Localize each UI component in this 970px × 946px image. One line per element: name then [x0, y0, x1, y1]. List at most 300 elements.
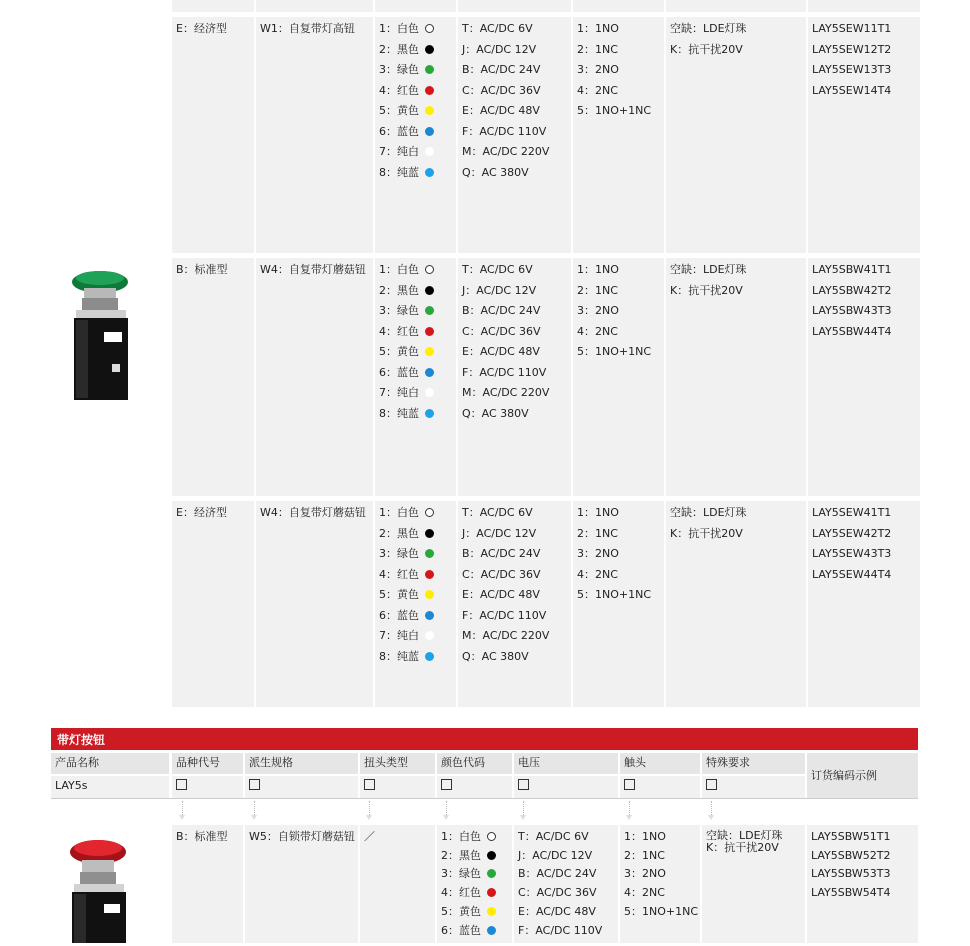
contact-cell	[620, 825, 700, 943]
special-item	[670, 506, 747, 520]
color-swatch-icon	[425, 24, 434, 33]
special-item	[670, 22, 747, 36]
voltage-item-text: M：AC/DC 220V	[462, 145, 550, 158]
color-item-text: 5：黄色	[441, 904, 481, 918]
color-item	[379, 325, 434, 339]
series-label	[176, 263, 228, 277]
arrow-head-icon	[520, 815, 526, 820]
color-cell	[437, 825, 512, 943]
red-mushroom-button-image	[62, 838, 142, 943]
header-head-type: 扭头类型	[360, 753, 435, 774]
color-item	[379, 650, 434, 664]
contact-item-text: 1：1NO	[577, 506, 619, 519]
header-product-name: 产品名称	[51, 753, 169, 774]
header-series-code: 品种代号	[172, 753, 243, 774]
color-item	[379, 407, 434, 421]
special-item-text: K：抗干扰20V	[670, 283, 743, 297]
color-item-text: 4：红色	[379, 567, 419, 581]
arrow-head-icon	[443, 815, 449, 820]
order-code-item-text: LAY5SBW52T2	[811, 848, 891, 862]
order-code-item-text: LAY5SBW54T4	[811, 886, 891, 900]
contact-item-text: 4：2NC	[577, 324, 618, 338]
dotted-arrow	[446, 801, 447, 815]
voltage-item-text: F：AC/DC 110V	[462, 365, 547, 379]
model-label-text: W4：自复带灯蘑菇钮	[260, 506, 366, 519]
color-item	[379, 166, 434, 180]
order-code-item-text: LAY5SBW41T1	[812, 263, 892, 276]
contact-item	[577, 568, 618, 582]
contact-item	[624, 886, 665, 900]
color-item	[379, 345, 434, 359]
voltage-item-text: C：AC/DC 36V	[462, 567, 541, 581]
voltage-item	[462, 22, 533, 36]
voltage-item	[518, 830, 589, 844]
contact-item	[624, 849, 665, 863]
contact-item-text: 4：2NC	[577, 83, 618, 97]
voltage-item-text: F：AC/DC 110V	[518, 923, 603, 937]
color-item-text: 2：黑色	[379, 526, 419, 540]
color-item-text: 7：纯白	[379, 386, 419, 399]
color-item	[379, 386, 434, 400]
voltage-item-text: B：AC/DC 24V	[462, 304, 541, 317]
color-swatch-icon	[425, 168, 434, 177]
order-code-item	[812, 284, 892, 298]
order-code-item	[812, 325, 892, 339]
color-item-text: 4：红色	[379, 83, 419, 97]
color-swatch-icon	[425, 570, 434, 579]
color-item	[379, 609, 434, 623]
contact-item	[624, 905, 698, 919]
voltage-item-text: T：AC/DC 6V	[518, 830, 589, 843]
order-code-item-text: LAY5SEW42T2	[812, 526, 892, 540]
special-item	[706, 842, 779, 854]
color-swatch-icon	[487, 832, 496, 841]
voltage-item	[462, 84, 541, 98]
voltage-item	[462, 345, 540, 359]
color-item	[379, 506, 434, 520]
special-item-text: 空缺：LDE灯珠	[706, 829, 783, 842]
series-label-text: B：标准型	[176, 830, 228, 843]
voltage-item	[462, 407, 529, 421]
contact-item-text: 5：1NO+1NC	[577, 345, 652, 358]
color-item-text: 5：黄色	[379, 588, 419, 601]
color-item-text: 1：白色	[379, 506, 419, 519]
order-code-item	[812, 22, 891, 36]
order-code-item	[812, 43, 891, 57]
color-swatch-icon	[425, 368, 434, 377]
model-label	[260, 263, 366, 277]
color-swatch-icon	[425, 388, 434, 397]
color-item	[379, 145, 434, 159]
top-row-cell	[573, 0, 664, 12]
voltage-item	[518, 849, 592, 863]
color-item	[379, 588, 434, 602]
top-row-cell	[458, 0, 571, 12]
special-checkbox[interactable]	[706, 779, 717, 790]
color-item	[379, 304, 434, 318]
top-row-cell	[808, 0, 920, 12]
special-item-text: 空缺：LDE灯珠	[670, 263, 747, 276]
color-swatch-icon	[425, 409, 434, 418]
color-swatch-icon	[425, 147, 434, 156]
model-cell	[256, 258, 373, 496]
color-item	[441, 905, 496, 919]
top-row-cell	[256, 0, 373, 12]
contact-item	[577, 547, 619, 561]
color-item-text: 8：纯蓝	[379, 165, 419, 179]
spec-checkbox-cell	[245, 776, 358, 798]
color-swatch-icon	[425, 86, 434, 95]
top-row-cell	[666, 0, 806, 12]
voltage-item	[462, 568, 541, 582]
color-swatch-icon	[425, 286, 434, 295]
color-item-text: 5：黄色	[379, 104, 419, 117]
color-swatch-icon	[425, 265, 434, 274]
color-item	[379, 284, 434, 298]
special-item	[670, 43, 743, 57]
contact-item	[577, 84, 618, 98]
head-checkbox[interactable]	[364, 779, 375, 790]
dotted-arrow	[629, 801, 630, 815]
color-item	[379, 43, 434, 57]
color-swatch-icon	[425, 306, 434, 315]
voltage-item-text: M：AC/DC 220V	[462, 386, 550, 399]
order-code-item-text: LAY5SBW53T3	[811, 867, 891, 881]
arrow-head-icon	[179, 815, 185, 820]
model-label	[249, 830, 355, 844]
color-cell	[375, 258, 456, 496]
contact-cell	[573, 501, 664, 707]
header-voltage: 电压	[514, 753, 618, 774]
color-item	[379, 263, 434, 277]
order-code-item-text: LAY5SEW43T3	[812, 547, 892, 560]
contact-checkbox[interactable]	[624, 779, 635, 790]
color-item-text: 3：绿色	[379, 304, 419, 317]
voltage-item-text: Q：AC 380V	[462, 649, 529, 663]
color-swatch-icon	[487, 851, 496, 860]
color-swatch-icon	[425, 590, 434, 599]
color-swatch-icon	[425, 529, 434, 538]
voltage-checkbox-cell	[514, 776, 618, 798]
color-item-text: 6：蓝色	[441, 923, 481, 937]
color-swatch-icon	[425, 611, 434, 620]
order-code-item	[811, 830, 891, 844]
order-code-item	[812, 527, 891, 541]
head-cell	[360, 825, 435, 943]
contact-item-text: 4：2NC	[577, 567, 618, 581]
order-code-item	[812, 568, 891, 582]
voltage-item	[462, 527, 536, 541]
series-label	[176, 22, 227, 36]
model-label	[260, 22, 355, 36]
color-item-text: 2：黑色	[441, 848, 481, 862]
contact-item	[577, 284, 618, 298]
contact-item	[577, 63, 619, 77]
special-cell	[666, 17, 806, 253]
top-row-cell	[375, 0, 456, 12]
voltage-item-text: T：AC/DC 6V	[462, 22, 533, 35]
color-checkbox[interactable]	[441, 779, 452, 790]
color-item-text: 3：绿色	[441, 867, 481, 881]
voltage-item	[518, 886, 597, 900]
series-checkbox[interactable]	[176, 779, 187, 790]
voltage-cell	[458, 501, 571, 707]
voltage-item	[462, 547, 540, 561]
product-name-value: LAY5s	[51, 776, 169, 798]
order-code-item	[811, 867, 891, 881]
order-code-cell	[807, 825, 918, 943]
order-code-item	[812, 304, 892, 318]
contact-item	[577, 325, 618, 339]
voltage-item-text: Q：AC 380V	[462, 406, 529, 420]
special-cell	[666, 501, 806, 707]
contact-item	[577, 104, 651, 118]
voltage-item-text: J：AC/DC 12V	[462, 42, 537, 56]
dotted-arrow	[523, 801, 524, 815]
special-item-text: K：抗干扰20V	[670, 42, 743, 56]
header-contacts: 触头	[620, 753, 700, 774]
color-swatch-icon	[425, 327, 434, 336]
contact-item	[577, 527, 618, 541]
voltage-item	[462, 386, 549, 400]
voltage-item	[462, 145, 549, 159]
series-label-text: E：经济型	[176, 506, 227, 519]
color-cell	[375, 17, 456, 253]
order-code-item	[812, 506, 891, 520]
color-swatch-icon	[425, 549, 434, 558]
order-code-item	[811, 849, 891, 863]
series-checkbox-cell	[172, 776, 243, 798]
voltage-checkbox[interactable]	[518, 779, 529, 790]
dotted-arrow	[182, 801, 183, 815]
order-code-item-text: LAY5SBW43T3	[812, 304, 892, 317]
voltage-item-text: J：AC/DC 12V	[518, 848, 593, 862]
special-item	[670, 284, 743, 298]
series-label-text: B：标准型	[176, 263, 228, 276]
special-item-text: 空缺：LDE灯珠	[670, 22, 747, 35]
color-swatch-icon	[425, 65, 434, 74]
contact-item-text: 1：1NO	[624, 830, 666, 843]
contact-item-text: 4：2NC	[624, 886, 665, 900]
contact-item	[577, 263, 619, 277]
color-swatch-icon	[425, 508, 434, 517]
color-item	[441, 830, 496, 844]
header-derived-spec: 派生规格	[245, 753, 358, 774]
order-code-item-text: LAY5SEW13T3	[812, 63, 892, 76]
header-order-code: 订货编码示例	[807, 753, 918, 798]
contact-item-text: 1：1NO	[577, 263, 619, 276]
color-item	[379, 629, 434, 643]
special-item-text: K：抗干扰20V	[706, 841, 779, 854]
voltage-item-text: C：AC/DC 36V	[518, 886, 597, 900]
contact-cell	[573, 17, 664, 253]
order-code-item-text: LAY5SEW14T4	[812, 83, 892, 97]
voltage-item-text: E：AC/DC 48V	[462, 588, 540, 601]
contact-item-text: 2：1NC	[577, 283, 618, 297]
voltage-item	[462, 166, 529, 180]
order-code-item-text: LAY5SBW44T4	[812, 324, 892, 338]
color-item-text: 3：绿色	[379, 547, 419, 560]
order-code-cell	[808, 17, 920, 253]
voltage-item-text: Q：AC 380V	[462, 165, 529, 179]
color-item	[441, 886, 496, 900]
voltage-cell	[458, 17, 571, 253]
contact-item	[624, 867, 666, 881]
voltage-item	[462, 588, 540, 602]
special-item-text: K：抗干扰20V	[670, 526, 743, 540]
voltage-item-text: T：AC/DC 6V	[462, 263, 533, 276]
voltage-item-text: E：AC/DC 48V	[518, 904, 596, 918]
voltage-item-text: C：AC/DC 36V	[462, 324, 541, 338]
voltage-item-text: J：AC/DC 12V	[462, 526, 537, 540]
top-row-cell	[172, 0, 254, 12]
head-label-text: ／	[364, 830, 375, 843]
dotted-arrow	[711, 801, 712, 815]
contact-item-text: 5：1NO+1NC	[577, 588, 652, 601]
voltage-item-text: F：AC/DC 110V	[462, 124, 547, 138]
dotted-arrow	[254, 801, 255, 815]
voltage-item-text: J：AC/DC 12V	[462, 283, 537, 297]
section-header-bar	[51, 728, 918, 750]
order-code-item-text: LAY5SEW41T1	[812, 506, 892, 519]
special-item	[670, 263, 747, 277]
contact-item-text: 2：1NC	[577, 42, 618, 56]
contact-item	[577, 22, 619, 36]
voltage-item-text: M：AC/DC 220V	[462, 629, 550, 642]
order-code-item	[812, 547, 891, 561]
color-item	[379, 568, 434, 582]
color-item	[379, 84, 434, 98]
order-code-item-text: LAY5SEW12T2	[812, 42, 892, 56]
color-item	[379, 125, 434, 139]
head-label	[364, 830, 375, 844]
contact-item-text: 2：1NC	[624, 848, 665, 862]
header-color-code: 颜色代码	[437, 753, 512, 774]
color-item-text: 2：黑色	[379, 42, 419, 56]
model-label	[260, 506, 366, 520]
section-bottom-rule	[51, 798, 918, 799]
contact-item	[577, 304, 619, 318]
color-cell	[375, 501, 456, 707]
dotted-arrow	[369, 801, 370, 815]
spec-checkbox[interactable]	[249, 779, 260, 790]
voltage-item-text: E：AC/DC 48V	[462, 345, 540, 358]
voltage-item	[462, 63, 540, 77]
contact-checkbox-cell	[620, 776, 700, 798]
special-cell	[702, 825, 805, 943]
series-cell	[172, 825, 243, 943]
color-item-text: 8：纯蓝	[379, 406, 419, 420]
contact-cell	[573, 258, 664, 496]
series-cell	[172, 17, 254, 253]
voltage-item	[462, 125, 546, 139]
contact-item-text: 3：2NO	[577, 547, 619, 560]
color-swatch-icon	[425, 127, 434, 136]
model-label-text: W4：自复带灯蘑菇钮	[260, 263, 366, 276]
color-swatch-icon	[425, 106, 434, 115]
model-cell	[256, 17, 373, 253]
voltage-item	[462, 263, 533, 277]
color-item-text: 4：红色	[441, 886, 481, 900]
color-item-text: 5：黄色	[379, 345, 419, 358]
model-label-text: W5：自锁带灯蘑菇钮	[249, 830, 355, 843]
color-item-text: 6：蓝色	[379, 124, 419, 138]
order-code-item-text: LAY5SEW11T1	[812, 22, 892, 35]
color-item-text: 8：纯蓝	[379, 649, 419, 663]
voltage-item-text: F：AC/DC 110V	[462, 608, 547, 622]
order-code-cell	[808, 258, 920, 496]
color-item	[441, 924, 496, 938]
contact-item-text: 3：2NO	[624, 867, 666, 881]
color-swatch-icon	[425, 631, 434, 640]
color-item-text: 3：绿色	[379, 63, 419, 76]
color-item-text: 1：白色	[379, 263, 419, 276]
contact-item-text: 2：1NC	[577, 526, 618, 540]
voltage-item-text: C：AC/DC 36V	[462, 83, 541, 97]
voltage-item	[462, 506, 533, 520]
special-item-text: 空缺：LDE灯珠	[670, 506, 747, 519]
voltage-item	[462, 104, 540, 118]
color-swatch-icon	[487, 907, 496, 916]
section-title: 带灯按钮	[57, 733, 106, 747]
order-code-item	[812, 63, 891, 77]
color-item	[441, 867, 496, 881]
color-swatch-icon	[487, 869, 496, 878]
voltage-item	[462, 650, 529, 664]
voltage-item-text: T：AC/DC 6V	[462, 506, 533, 519]
voltage-item-text: E：AC/DC 48V	[462, 104, 540, 117]
contact-item-text: 1：1NO	[577, 22, 619, 35]
contact-item	[577, 345, 651, 359]
voltage-item-text: B：AC/DC 24V	[462, 547, 541, 560]
head-checkbox-cell	[360, 776, 435, 798]
voltage-item	[462, 609, 546, 623]
model-cell	[256, 501, 373, 707]
color-item-text: 1：白色	[379, 22, 419, 35]
contact-item	[577, 43, 618, 57]
series-label	[176, 830, 228, 844]
voltage-item	[462, 284, 536, 298]
series-cell	[172, 501, 254, 707]
contact-item-text: 5：1NO+1NC	[624, 904, 699, 918]
color-item	[379, 527, 434, 541]
voltage-cell	[458, 258, 571, 496]
series-label-text: E：经济型	[176, 22, 227, 35]
color-swatch-icon	[425, 347, 434, 356]
contact-item-text: 3：2NO	[577, 304, 619, 317]
order-code-item	[812, 84, 891, 98]
special-cell	[666, 258, 806, 496]
color-item-text: 6：蓝色	[379, 365, 419, 379]
color-swatch-icon	[425, 652, 434, 661]
voltage-item-text: B：AC/DC 24V	[518, 867, 597, 881]
color-swatch-icon	[487, 888, 496, 897]
contact-item	[577, 588, 651, 602]
order-code-item	[812, 263, 892, 277]
contact-item	[577, 506, 619, 520]
color-swatch-icon	[425, 45, 434, 54]
voltage-item	[462, 629, 549, 643]
color-item	[379, 547, 434, 561]
voltage-item-text: B：AC/DC 24V	[462, 63, 541, 76]
voltage-item	[462, 366, 546, 380]
arrow-head-icon	[626, 815, 632, 820]
color-item	[379, 366, 434, 380]
color-item	[441, 849, 496, 863]
color-swatch-icon	[487, 926, 496, 935]
voltage-item	[518, 867, 596, 881]
header-special: 特殊要求	[702, 753, 805, 774]
